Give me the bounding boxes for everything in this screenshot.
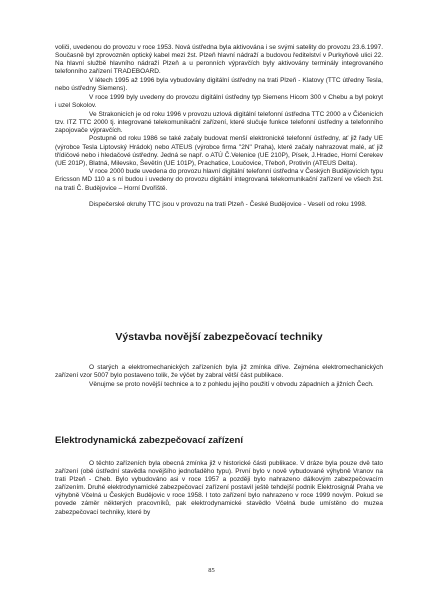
page-number: 85 [208,567,215,574]
text-block-electrodynamic [55,460,383,517]
text-block-telephony [55,44,383,210]
paragraph: Dispečerské okruhy TTC jsou v provozu na trati Plzeň - České Budějovice - Veselí od roku 1998. [89,201,367,209]
section-heading: Výstavba novější zabezpečovací techniky [115,331,323,343]
paragraph: V roce 2000 bude uvedena do provozu hlavní digitální telefonní ústředna v Českých Budějovicích typu Ericsson MD 110 a s ní budou i uvedeny do provozu digitální integrovaná telekomunikační zařízení ve všech žst. na trati Č. Budějovice – Horní Dvořiště. [55,168,383,192]
subsection-heading: Elektrodynamická zabezpečovací zařízení [55,435,243,446]
paragraph: Věnujme se proto novější technice a to z pohledu jejího použití v obvodu západních a jižních Čech. [89,380,374,388]
paragraph: V roce 1999 byly uvedeny do provozu digitální ústředny typ Siemens Hicom 300 v Chebu a byl pokryt i uzel Sokolov. [55,93,383,109]
paragraph: O starých a elektromechanických zařízeních byla již zmínka dříve. Zejména elektromechanických zařízení vzor 5007 bylo postaveno tolik, že výčet by zabral větší část publikace. [55,364,383,380]
paragraph: O těchto zařízeních byla obecná zmínka již v historické části publikace. V dráze byla pouze dvě tato zařízení (obě ústřední stavědla novějšího jednofaděho typu). První bylo v nově vybudované výhybně Vranov na trati Plzeň - Cheb. Bylo vybudováno asi v roce 1957 a později bylo nahrazeno dálkovým zabezpečovacím zařízením. Druhé elektrodynamické zabezpečovací zařízení postavil ještě tehdejší podnik Elektrosignál Praha ve výhybně Včelná u Českých Budějovic v roce 1958. I toto zařízení bylo nahrazeno v roce 1999 novým. Pokud se povede záměr některých pracovníků, pak elektrodynamické stavědlo Včelná bude umístěno do muzea zabezpečovací techniky, které by [55,460,383,516]
paragraph: V létech 1995 až 1996 byla vybudovány digitální ústředny na trati Plzeň - Klatovy (TTC útředny Tesla, nebo ústředny Siemens). [55,76,383,93]
paragraph: voliči, uvedenou do provozu v roce 1953. Nová ústředna byla aktivována i se svými satelity do provozu 23.6.1997. Současně byl zprovozněn optický kabel mezi žst. Plzeň hlavní nádraží a budovou ředitelství v Purkyňově ulici 22. Na hlavní službě hlavního nádraží Plzeň a u peronních výpravčích byly aktivovány terminály integrovaného telefonního zařízení TRADEBOARD. [55,44,383,76]
paragraph: Ve Strakonicích je od roku 1996 v provozu uzlová digitální telefonní ústředna TTC 2000 a v Čičenicích tzv. ITZ TTC 2000 tj. integrované telekomunikační zařízení, které slučuje funkce telefonní ústředny a telefonního zapojovače výpravčích. [55,110,383,134]
text-block-intro [55,364,383,389]
paragraph: Postupně od roku 1986 se také začaly budovat menší elektronické telefonní ústředny, ať již řady UE (výrobce Tesla Liptovský Hrádok) nebo ATEUS (výrobce firma "2N" Praha), které začaly nahrazovat malé, ať již třídičové nebo i hledačové ústředny. Jedná se např. o ATÚ Č.Velenice (UE 210P), Písek, J.Hradec, Horní Cerekev (UE 201P), Blatná, Milevsko, Ševětín (UE 101P), Prachatice, Loučovice, Třeboň, Protivín (ATEUS Delta). [55,135,383,167]
